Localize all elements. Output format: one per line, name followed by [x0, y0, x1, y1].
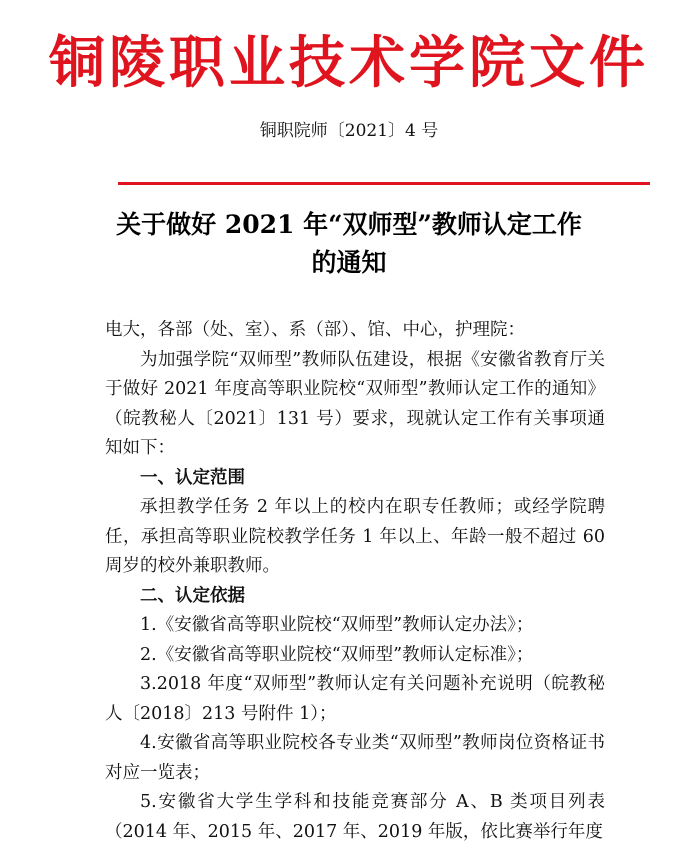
document-number: 铜职院师〔2021〕4 号: [259, 121, 439, 141]
basis-item: 5.安徽省大学生学科和技能竞赛部分 A、B 类项目列表（2014 年、2015 年、2017 年、2019 年版，依比赛举行年度: [105, 792, 605, 842]
notice-title-line-2: 的通知: [311, 248, 387, 277]
section-heading-basis: 二、认定依据: [140, 585, 245, 606]
notice-title: [0, 206, 698, 282]
notice-title-line-1: 关于做好 2021 年“双师型”教师认定工作: [116, 210, 582, 239]
basis-item: 1.《安徽省高等职业院校“双师型”教师认定办法》；: [140, 615, 534, 635]
scope-paragraph: 承担教学任务 2 年以上的校内在职专任教师；或经学院聘任，承担高等职业院校教学任务 1 年以上、年龄一般不超过 60 周岁的校外兼职教师。: [105, 497, 605, 576]
document-issuer-title: 铜陵职业技术学院文件: [49, 30, 649, 96]
basis-item: 2.《安徽省高等职业院校“双师型”教师认定标准》；: [140, 644, 534, 665]
red-header-rule: [118, 182, 650, 185]
basis-item: 3.2018 年度“双师型”教师认定有关问题补充说明（皖教秘人〔2018〕213 号附件 1）；: [105, 674, 605, 724]
section-heading-scope: 一、认定范围: [140, 467, 245, 488]
intro-paragraph: 为加强学院“双师型”教师队伍建设，根据《安徽省教育厅关于做好 2021 年度高等职业院校“双师型”教师认定工作的通知》（皖教秘人〔2021〕131 号）要求，现就认定工作有关事项通知如下：: [105, 349, 605, 458]
salutation: 电大，各部（处、室）、系（部）、馆、中心，护理院：: [105, 320, 525, 340]
document-body: [105, 316, 605, 847]
basis-item: 4.安徽省高等职业院校各专业类“双师型”教师岗位资格证书对应一览表；: [105, 733, 605, 783]
